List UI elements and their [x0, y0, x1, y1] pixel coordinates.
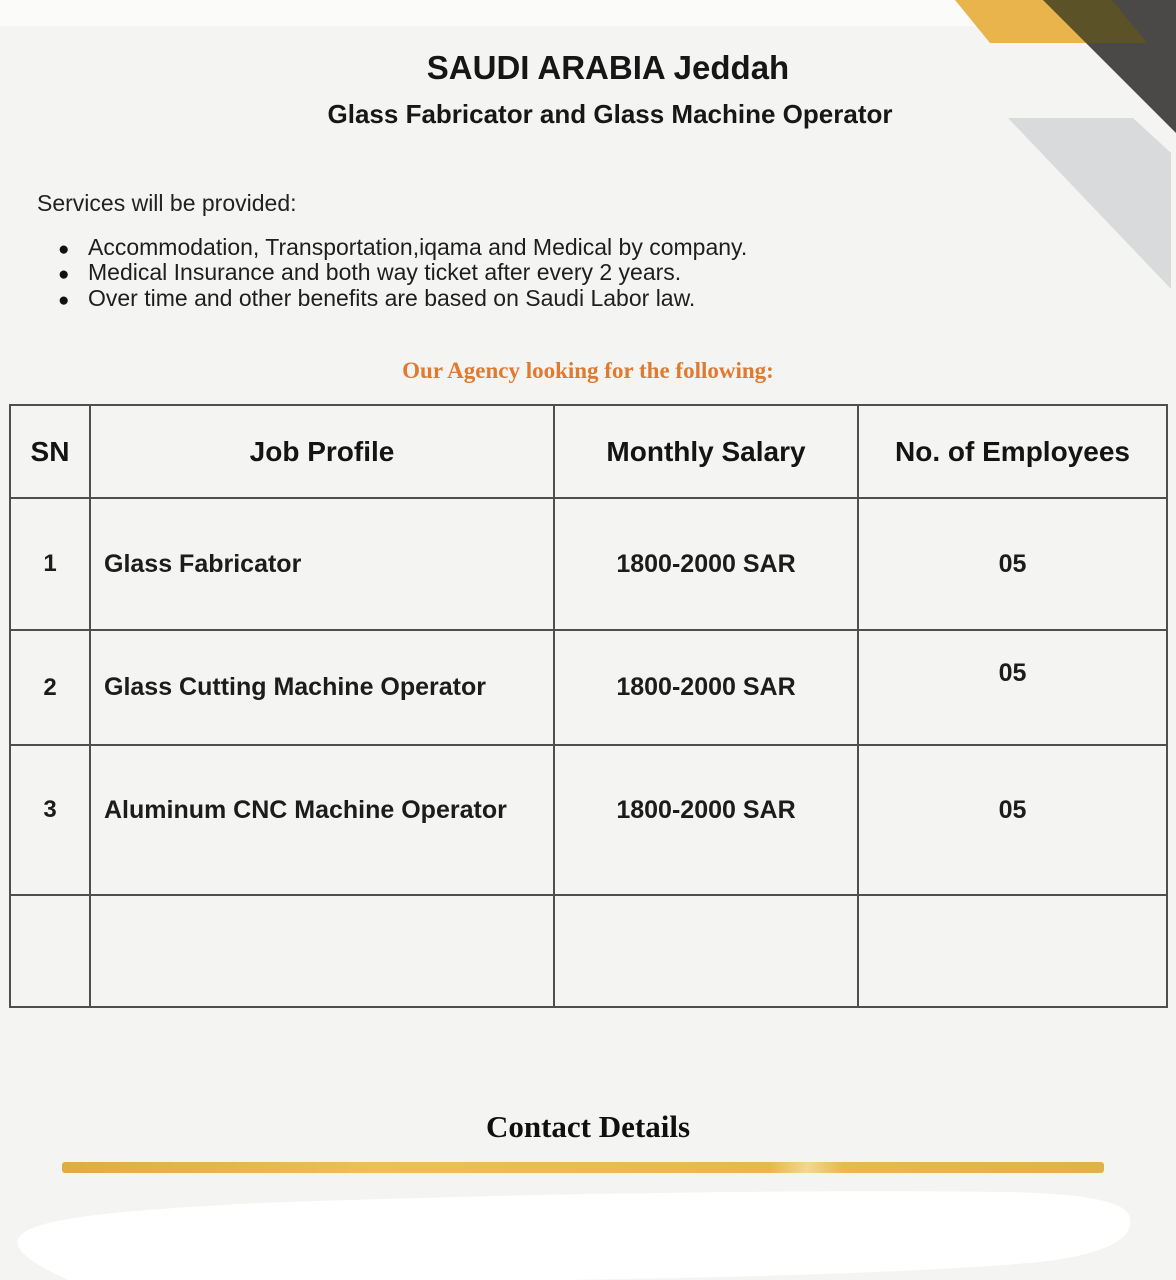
gold-divider-line — [62, 1162, 1104, 1173]
bullet-icon: ● — [58, 289, 70, 311]
cell-employees-3 — [859, 746, 1166, 896]
cell-job-4 — [91, 896, 555, 1006]
table-header-job-profile: Job Profile — [91, 406, 555, 499]
service-item-text: Over time and other benefits are based on Saudi Labor law. — [88, 284, 696, 311]
table-header-no-of-employees: No. of Employees — [859, 406, 1166, 499]
table-header-monthly-salary: Monthly Salary — [555, 406, 859, 499]
cell-job-3-value: Aluminum CNC Machine Operator — [104, 795, 507, 824]
cell-salary-4 — [555, 896, 859, 1006]
service-item — [58, 284, 747, 312]
service-item — [58, 261, 747, 286]
services-heading: Services will be provided: — [37, 190, 297, 216]
cell-job-3 — [91, 746, 555, 896]
service-item-text: Accommodation, Transportation,iqama and Medical by company. — [88, 234, 748, 260]
agency-heading: Our Agency looking for the following: — [402, 358, 774, 383]
cell-sn-2: 2 — [11, 631, 91, 746]
cell-sn-3 — [11, 746, 91, 896]
cell-salary-2: 1800-2000 SAR — [555, 631, 859, 746]
service-item — [58, 236, 747, 261]
cell-job-2: Glass Cutting Machine Operator — [91, 631, 555, 746]
services-list — [58, 236, 747, 312]
table-header-sn: SN — [11, 406, 91, 499]
contact-details-heading: Contact Details — [485, 1109, 691, 1144]
top-strip — [0, 0, 1176, 26]
cell-salary-1: 1800-2000 SAR — [555, 499, 859, 631]
cell-employees-3-value: 05 — [998, 795, 1027, 824]
bullet-icon: ● — [58, 264, 70, 286]
page-title: SAUDI ARABIA Jeddah — [426, 49, 790, 86]
cell-sn-4 — [11, 896, 91, 1006]
cell-job-1: Glass Fabricator — [91, 499, 555, 631]
cell-employees-2-value: 05 — [998, 659, 1027, 687]
whiteout-blob-shape — [18, 1191, 1131, 1280]
jobs-table — [9, 404, 1168, 1008]
cell-employees-1: 05 — [859, 499, 1166, 631]
cell-sn-1: 1 — [11, 499, 91, 631]
cell-salary-3 — [555, 746, 859, 896]
cell-employees-4 — [859, 896, 1166, 1006]
cell-sn-3-value: 3 — [43, 796, 57, 823]
page-subtitle: Glass Fabricator and Glass Machine Operator — [327, 99, 893, 129]
bullet-icon: ● — [58, 239, 70, 260]
cell-employees-2 — [859, 631, 1166, 746]
cell-salary-3-value: 1800-2000 SAR — [616, 795, 796, 824]
corner-lightgray-shape — [1008, 118, 1171, 289]
service-item-text: Medical Insurance and both way ticket after every 2 years. — [88, 259, 682, 286]
